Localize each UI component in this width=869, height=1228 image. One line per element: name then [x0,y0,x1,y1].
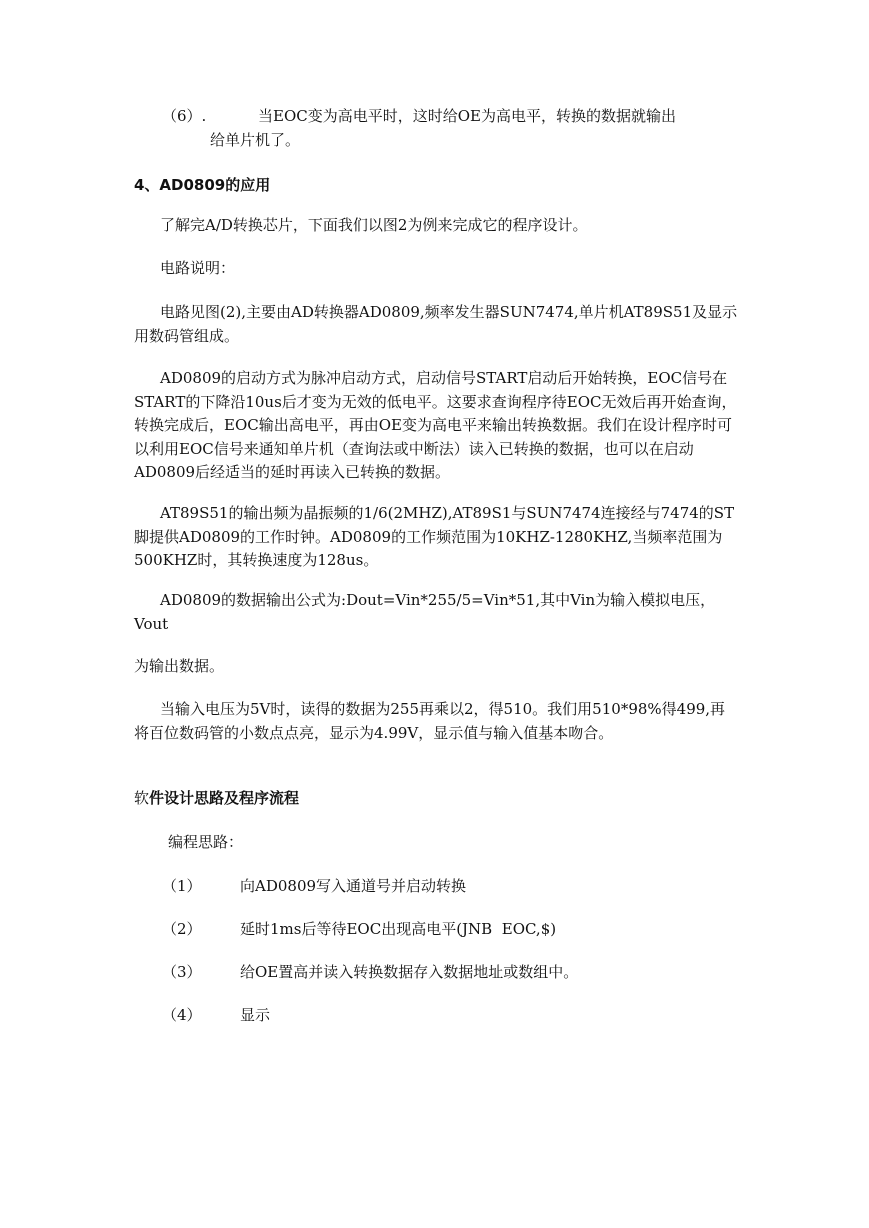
step-6-text-line1: 当EOC变为高电平时，这时给OE为高电平，转换的数据就输出 [258,107,676,125]
step-3-number: （3） [162,963,202,981]
formula-continuation: 为输出数据。 [134,657,225,675]
intro-paragraph: 了解完A/D转换芯片，下面我们以图2为例来完成它的程序设计。 [160,216,588,234]
software-title-rest: 件设计思路及程序流程 [149,789,300,807]
step-2-number: （2） [162,920,202,938]
step-2 [162,917,742,941]
formula-paragraph: AD0809的数据输出公式为:Dout=Vin*255/5=Vin*51,其中Vin为输入模拟电压，Vout [134,591,716,633]
step-4-number: （4） [162,1006,202,1024]
step-6 [162,104,742,152]
example-paragraph: 当输入电压为5V时，读得的数据为255再乘以2，得510。我们用510*98%得499,再将百位数码管的小数点点亮，显示为4.99V，显示值与输入值基本吻合。 [134,700,726,742]
step-2-text: 延时1ms后等待EOC出现高电平(JNB EOC,$) [240,920,557,938]
software-design-title [134,787,740,811]
step-3 [162,960,742,984]
step-6-text-line2: 给单片机了。 [210,131,301,149]
circuit-label: 电路说明： [160,259,236,277]
step-4 [162,1003,742,1027]
start-mode-paragraph: AD0809的启动方式为脉冲启动方式，启动信号START启动后开始转换，EOC信号在START的下降沿10us后才变为无效的低电平。这要求查询程序待EOC无效后再开始查询，转换完成后，EOC输出高电平，再由OE变为高电平来输出转换数据。我们在设计程序时可以利用EOC信号来通知单片机（查询法或中断法）读入已转换的数据，也可以在启动AD0809后经适当的延时再读入已转换的数据。 [134,369,737,481]
step-1-text: 向AD0809写入通道号并启动转换 [240,877,467,895]
step-4-text: 显示 [240,1006,271,1024]
clock-paragraph: AT89S51的输出频为晶振频的1/6(2MHZ),AT89S1与SUN7474连接经与7474的ST脚提供AD0809的工作时钟。AD0809的工作频范围为10KHZ-1280KHZ,当频率范围为500KHZ时，其转换速度为128us。 [134,504,735,569]
step-1-number: （1） [162,877,202,895]
programming-label: 编程思路： [168,833,244,851]
circuit-paragraph: 电路见图(2),主要由AD转换器AD0809,频率发生器SUN7474,单片机AT89S51及显示用数码管组成。 [134,303,738,345]
step-6-number: （6）. [162,107,207,125]
step-1 [162,874,742,898]
section-4-title: 4、AD0809的应用 [134,176,271,194]
step-3-text: 给OE置高并读入转换数据存入数据地址或数组中。 [240,963,579,981]
software-title-first-char: 软 [134,789,150,807]
